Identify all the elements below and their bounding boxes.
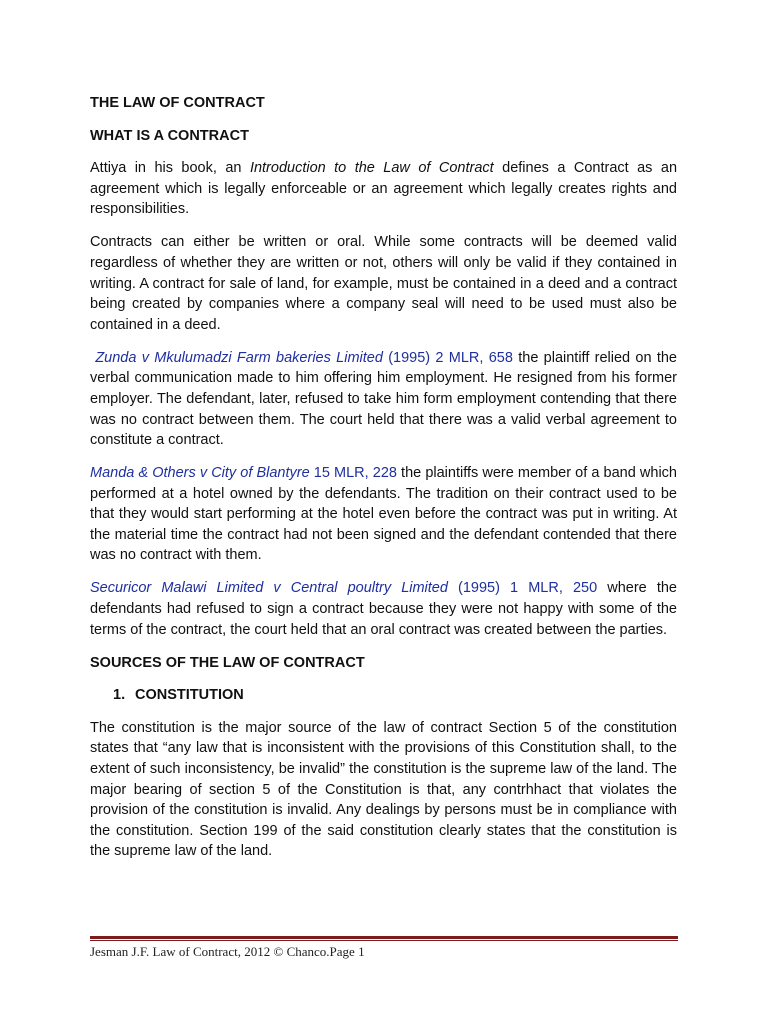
- case-citation-zunda: [90, 350, 513, 366]
- list-label: CONSTITUTION: [135, 687, 244, 704]
- case-text: the plaintiff relied on the verbal communication made to him offering him employment. He resigned from his former employer. The defendant, later, refused to take him form employment contending that there was no contract between them. The court held that there was a valid verbal agreement to constitute a contract.: [90, 349, 678, 449]
- paragraph-case-zunda: [90, 348, 677, 451]
- case-text: the plaintiffs were member of a band which performed at a hotel owned by the defendants. The tradition on their contract used to be that they would start performing at the hotel even before the contract was put in writing. At the material time the contract had not been signed and the defendant contended that there was no contract with them.: [90, 465, 677, 564]
- case-citation-manda: [90, 465, 397, 481]
- case-ref: (1995) 1 MLR, 250: [447, 580, 598, 597]
- paragraph-case-manda: [90, 463, 677, 566]
- case-name: Zunda v Mkulumadzi Farm bakeries Limited: [95, 349, 383, 366]
- footer-divider: [90, 936, 678, 941]
- book-title: Introduction to the Law of Contract: [249, 160, 494, 177]
- page-footer: Jesman J.F. Law of Contract, 2012 © Chanco.Page 1: [90, 944, 365, 959]
- definition-text-a: Attiya in his book, an: [90, 160, 250, 177]
- case-ref: (1995) 2 MLR, 658: [382, 349, 513, 366]
- case-name: Securicor Malawi Limited v Central poultry Limited: [90, 580, 448, 597]
- paragraph-constitution: The constitution is the major source of the law of contract Section 5 of the constitution states that “any law that is inconsistent with the provisions of this Constitution shall, to the extent of such inconsistency, be invalid” the constitution is the supreme law of the land. The major bearing of section 5 of the Constitution is that, any contrhhact that violates the provision of the constitution is invalid. Any dealings by persons must be in compliance with the constitution. Section 199 of the said constitution clearly states that the constitution is the supreme law of the land.: [90, 719, 677, 860]
- paragraph-case-securicor: [90, 578, 677, 640]
- case-text: where the defendants had refused to sign a contract because they were not happy with some of the terms of the contract, the court held that an oral contract was created between the parties.: [90, 580, 677, 638]
- paragraph-definition: [90, 158, 677, 220]
- document-body: [90, 93, 677, 874]
- list-number: 1.: [113, 687, 126, 704]
- list-item-constitution: [90, 685, 677, 706]
- document-title: THE LAW OF CONTRACT: [90, 95, 265, 111]
- paragraph-forms: Contracts can either be written or oral. While some contracts will be deemed valid regardless of whether they are written or not, others will only be valid if they contained in writing. A contract for sale of land, for example, must be contained in a deed and a contract being created by companies where a company seal will need to be used must also be contained in a deed.: [90, 234, 677, 333]
- definition-text-b: defines a Contract as an agreement which is legally enforceable or an agreement which legally creates rights and responsibilities.: [90, 160, 678, 218]
- case-ref: 15 MLR, 228: [309, 465, 397, 482]
- case-citation-securicor: [90, 580, 597, 596]
- case-name: Manda & Others v City of Blantyre: [90, 465, 310, 482]
- section-heading-sources: SOURCES OF THE LAW OF CONTRACT: [90, 654, 365, 671]
- section-heading-what-is-contract: WHAT IS A CONTRACT: [90, 127, 249, 144]
